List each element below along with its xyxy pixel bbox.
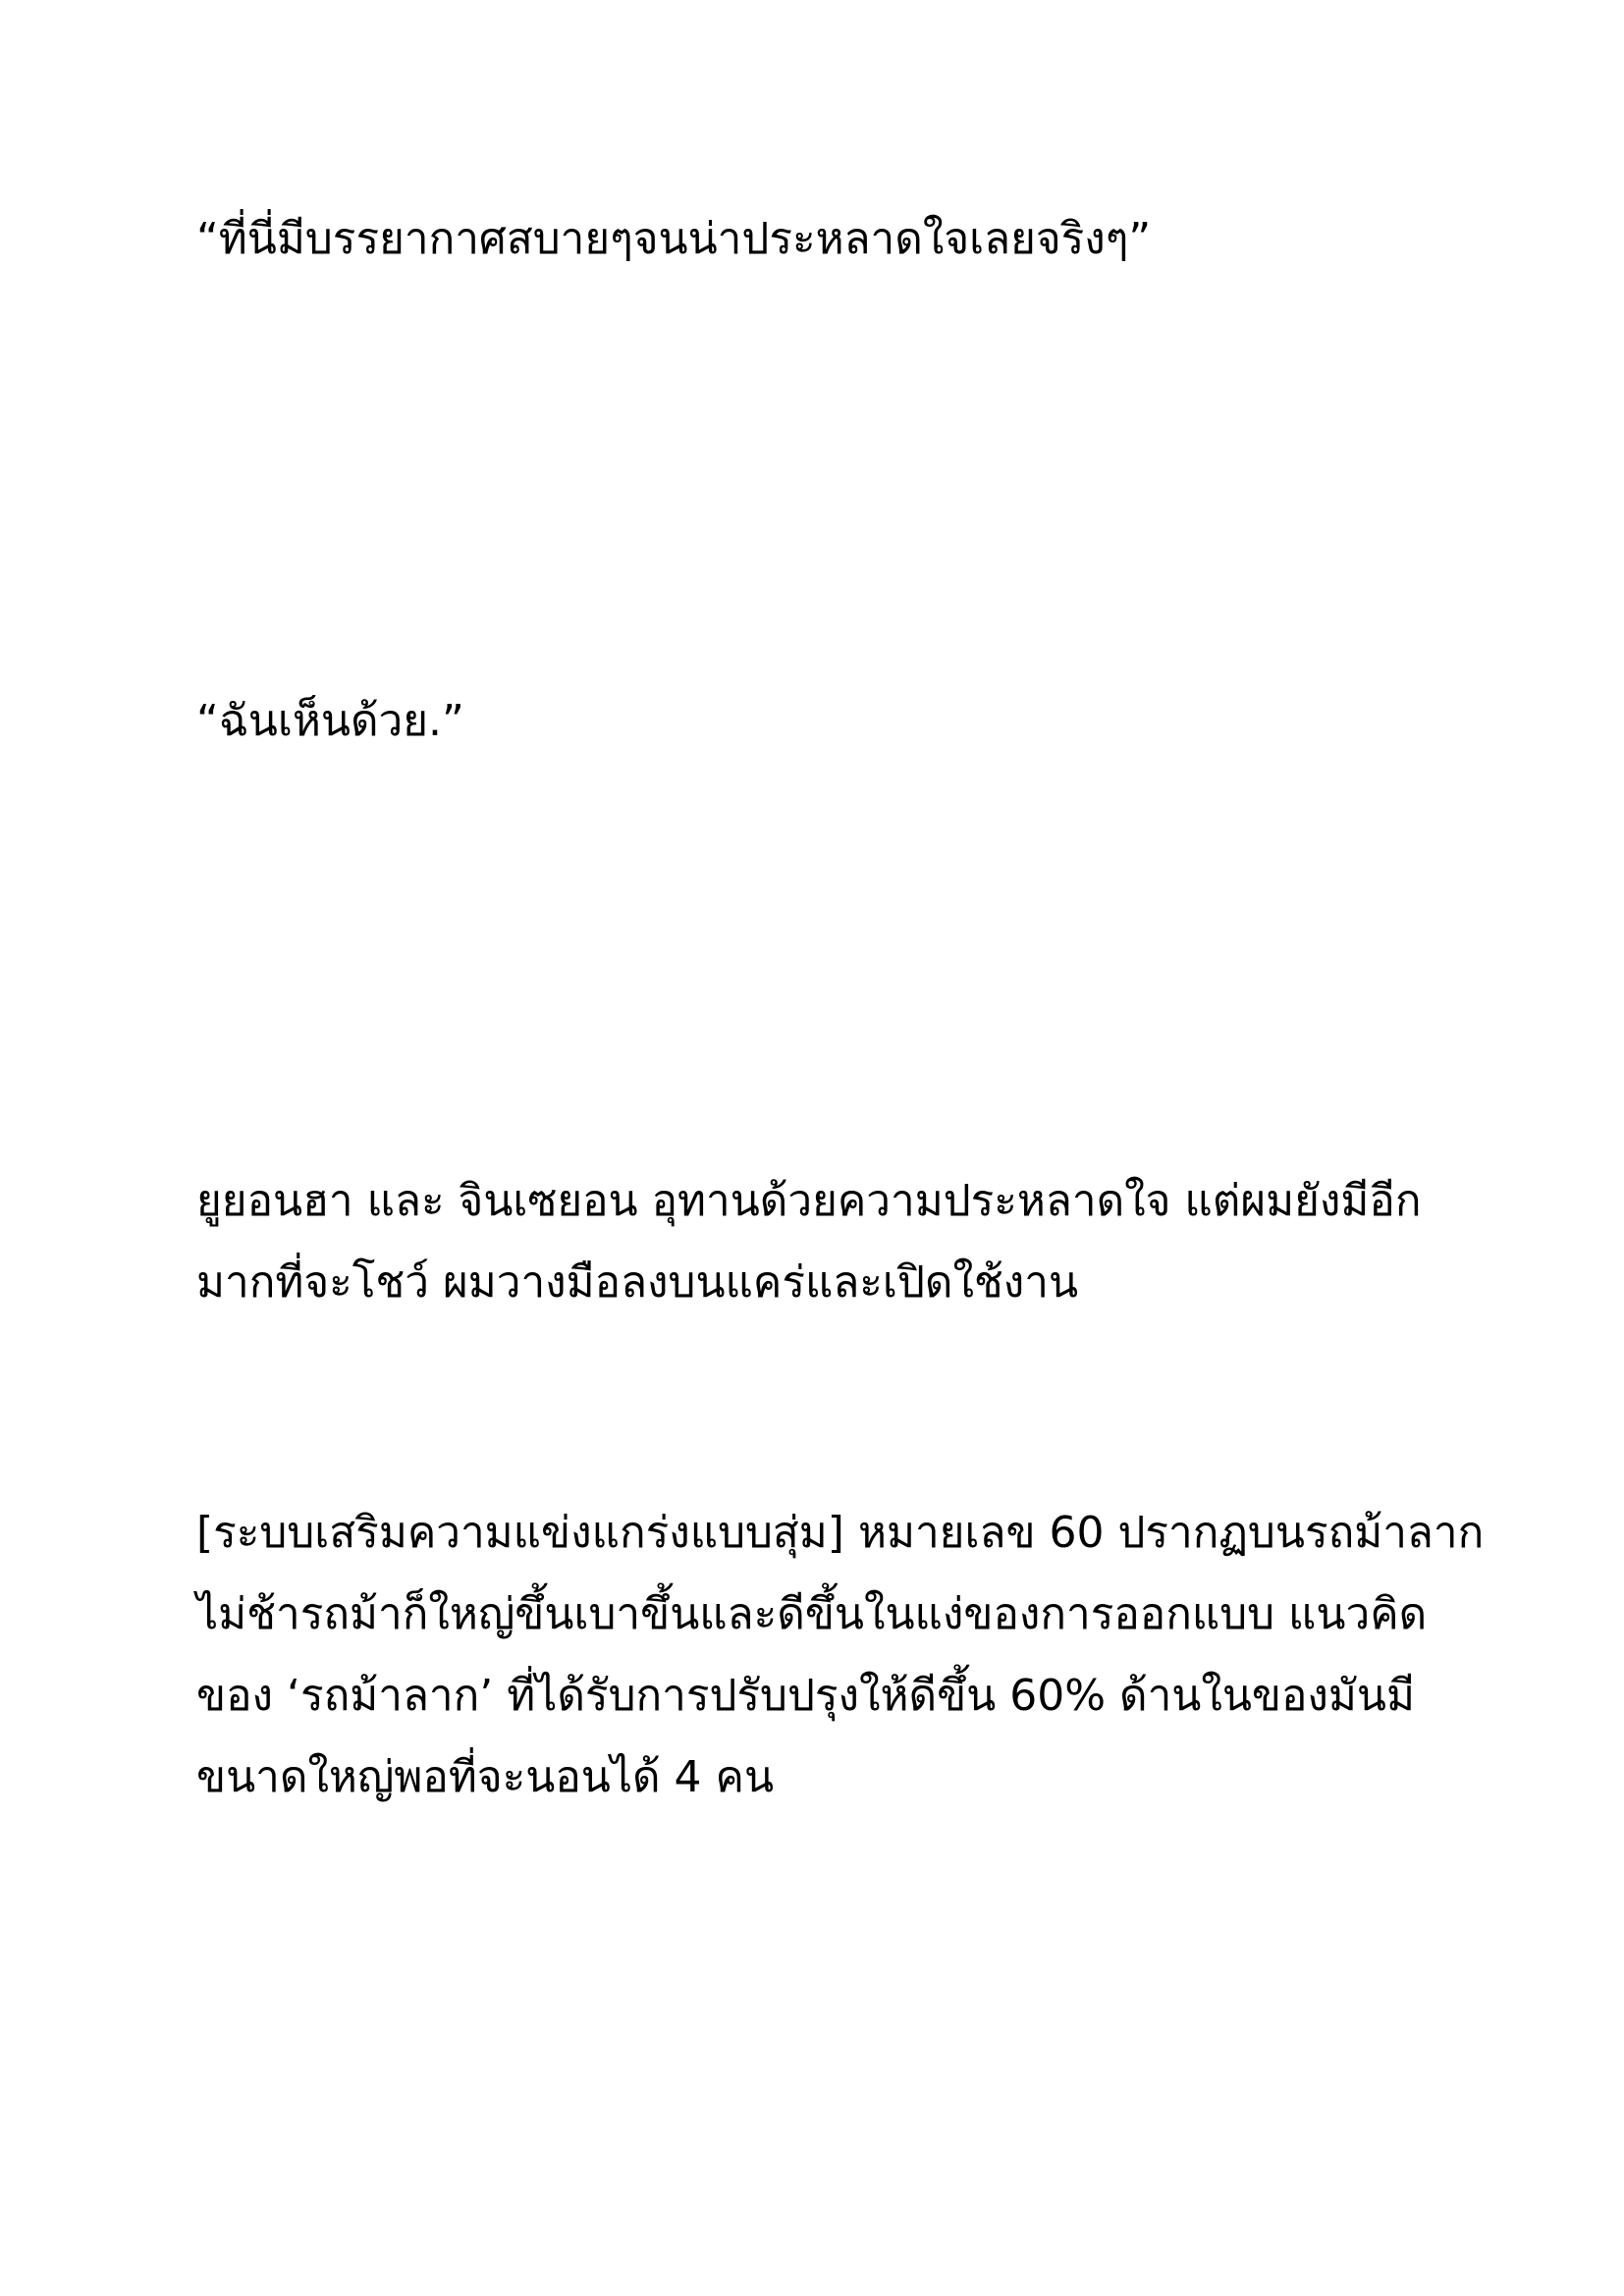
narration-line: มากที่จะโชว์ ผมวางมือลงบนแคร่และเปิดใช้งาน: [196, 1257, 1079, 1308]
narration-line: ขนาดใหญ่พอที่จะนอนได้ 4 คน: [196, 1752, 775, 1802]
narration-line: ไม่ช้ารถม้าก็ใหญ่ขึ้นเบาขึ้นและดีขึ้นในแง่ของการออกแบบ แนวคิด: [196, 1589, 1428, 1639]
dialogue-line-atmosphere: “ที่นี่มีบรรยากาศสบายๆจนน่าประหลาดใจเลยจริงๆ”: [196, 214, 1152, 264]
narration-line: ของ ‘รถม้าลาก’ ที่ได้รับการปรับปรุงให้ดีขึ้น 60% ด้านในของมันมี: [196, 1671, 1416, 1721]
narration-line: [ระบบเสริมความแข่งแกร่งแบบสุ่ม] หมายเลข 60 ปรากฏบนรถม้าลาก: [196, 1508, 1485, 1558]
dialogue-line-agree: “ฉันเห็นด้วย.”: [196, 696, 464, 746]
narration-line: ยูยอนฮา และ จินเซยอน อุทานด้วยความประหลาดใจ แต่ผมยังมีอีก: [196, 1176, 1422, 1226]
